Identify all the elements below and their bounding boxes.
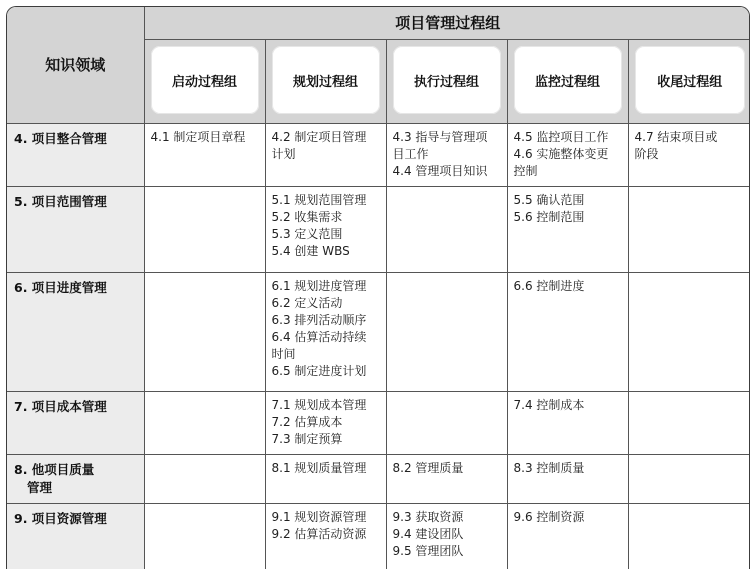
phase-pill-planning: 规划过程组 — [272, 46, 380, 114]
knowledge-area-name — [14, 398, 140, 416]
process-groups-header — [144, 7, 750, 39]
process-cell-initiating — [144, 186, 265, 272]
knowledge-area-cell — [7, 123, 144, 186]
process-item-line: 6.2 定义活动 — [271, 295, 343, 310]
process-item-line: 计划 — [271, 146, 296, 161]
process-cell-initiating — [144, 391, 265, 454]
phase-pill-initiating: 启动过程组 — [151, 46, 259, 114]
process-cell-planning — [265, 186, 386, 272]
process-item-line: 4.5 监控项目工作 — [513, 129, 609, 144]
phase-pill-monitoring: 监控过程组 — [514, 46, 622, 114]
process-item-line: 时间 — [271, 346, 296, 361]
process-cell-initiating — [144, 123, 265, 186]
process-cell-planning — [265, 391, 386, 454]
table-row — [7, 503, 750, 569]
process-item-line: 5.5 确认范围 — [513, 192, 585, 207]
phase-pill-closing: 收尾过程组 — [635, 46, 746, 114]
process-matrix-body — [7, 123, 750, 569]
process-cell-monitoring — [507, 454, 628, 503]
knowledge-area-header — [7, 7, 144, 123]
phase-header-executing — [386, 39, 507, 123]
process-cell-executing — [386, 272, 507, 391]
process-cell-initiating — [144, 454, 265, 503]
knowledge-area-cell — [7, 272, 144, 391]
process-cell-initiating — [144, 503, 265, 569]
process-item-line: 4.2 制定项目管理 — [271, 129, 367, 144]
phase-pill-executing: 执行过程组 — [393, 46, 501, 114]
process-matrix-table-wrapper — [6, 6, 750, 569]
process-item-line: 9.5 管理团队 — [392, 543, 464, 558]
process-matrix-table — [7, 7, 750, 569]
process-item-line: 控制 — [513, 163, 538, 178]
process-item-line: 7.4 控制成本 — [513, 397, 585, 412]
process-item-line: 8.2 管理质量 — [392, 460, 464, 475]
process-item-line: 5.6 控制范围 — [513, 209, 585, 224]
process-cell-planning — [265, 123, 386, 186]
knowledge-area-name — [14, 130, 140, 148]
process-cell-monitoring — [507, 391, 628, 454]
process-cell-monitoring — [507, 186, 628, 272]
process-cell-closing — [628, 503, 750, 569]
process-cell-initiating — [144, 272, 265, 391]
knowledge-area-header-label: 知识领域 — [45, 56, 106, 75]
process-cell-closing — [628, 454, 750, 503]
process-cell-planning — [265, 272, 386, 391]
phase-header-initiating — [144, 39, 265, 123]
process-item-line: 9.2 估算活动资源 — [271, 526, 367, 541]
knowledge-area-cell — [7, 454, 144, 503]
table-row — [7, 272, 750, 391]
phase-header-closing — [628, 39, 750, 123]
knowledge-area-name — [14, 510, 140, 528]
process-cell-closing — [628, 186, 750, 272]
knowledge-area-cell — [7, 503, 144, 569]
table-row — [7, 123, 750, 186]
knowledge-area-line: 5. 项目范围管理 — [14, 193, 107, 209]
process-cell-executing — [386, 454, 507, 503]
knowledge-area-line: 4. 项目整合管理 — [14, 130, 107, 146]
knowledge-area-line: 管理 — [14, 479, 53, 495]
process-item-line: 6.3 排列活动顺序 — [271, 312, 367, 327]
knowledge-area-line: 8. 他项目质量 — [14, 461, 95, 477]
knowledge-area-cell — [7, 391, 144, 454]
process-item-line: 目工作 — [392, 146, 429, 161]
process-cell-planning — [265, 454, 386, 503]
knowledge-area-name — [14, 279, 140, 297]
process-cell-closing — [628, 391, 750, 454]
process-item-line: 6.5 制定进度计划 — [271, 363, 367, 378]
process-item-line: 4.6 实施整体变更 — [513, 146, 609, 161]
process-item-line: 6.4 估算活动持续 — [271, 329, 367, 344]
process-cell-closing — [628, 123, 750, 186]
process-cell-executing — [386, 186, 507, 272]
process-item-line: 5.3 定义范围 — [271, 226, 343, 241]
process-cell-monitoring — [507, 503, 628, 569]
process-item-line: 9.4 建设团队 — [392, 526, 464, 541]
process-item-line: 5.4 创建 WBS — [271, 243, 350, 258]
knowledge-area-line: 9. 项目资源管理 — [14, 510, 107, 526]
phase-header-planning — [265, 39, 386, 123]
process-cell-monitoring — [507, 272, 628, 391]
process-item-line: 4.1 制定项目章程 — [150, 129, 246, 144]
table-row — [7, 391, 750, 454]
process-item-line: 7.1 规划成本管理 — [271, 397, 367, 412]
process-item-line: 阶段 — [634, 146, 659, 161]
process-item-line: 4.4 管理项目知识 — [392, 163, 488, 178]
process-item-line: 9.6 控制资源 — [513, 509, 585, 524]
process-cell-closing — [628, 272, 750, 391]
process-cell-executing — [386, 503, 507, 569]
process-cell-executing — [386, 391, 507, 454]
process-item-line: 4.3 指导与管理项 — [392, 129, 488, 144]
process-cell-planning — [265, 503, 386, 569]
knowledge-area-cell — [7, 186, 144, 272]
process-item-line: 8.1 规划质量管理 — [271, 460, 367, 475]
knowledge-area-line: 7. 项目成本管理 — [14, 398, 107, 414]
knowledge-area-name — [14, 193, 140, 211]
table-row — [7, 186, 750, 272]
process-item-line: 5.1 规划范围管理 — [271, 192, 367, 207]
phase-header-monitoring — [507, 39, 628, 123]
process-item-line: 9.1 规划资源管理 — [271, 509, 367, 524]
process-groups-title: 项目管理过程组 — [395, 14, 501, 33]
process-item-line: 9.3 获取资源 — [392, 509, 464, 524]
process-cell-monitoring — [507, 123, 628, 186]
process-item-line: 4.7 结束项目或 — [634, 129, 718, 144]
process-item-line: 6.1 规划进度管理 — [271, 278, 367, 293]
table-row — [7, 454, 750, 503]
process-cell-executing — [386, 123, 507, 186]
knowledge-area-name — [14, 461, 140, 497]
process-item-line: 6.6 控制进度 — [513, 278, 585, 293]
process-item-line: 7.3 制定预算 — [271, 431, 343, 446]
process-item-line: 5.2 收集需求 — [271, 209, 343, 224]
process-item-line: 7.2 估算成本 — [271, 414, 343, 429]
process-item-line: 8.3 控制质量 — [513, 460, 585, 475]
knowledge-area-line: 6. 项目进度管理 — [14, 279, 107, 295]
